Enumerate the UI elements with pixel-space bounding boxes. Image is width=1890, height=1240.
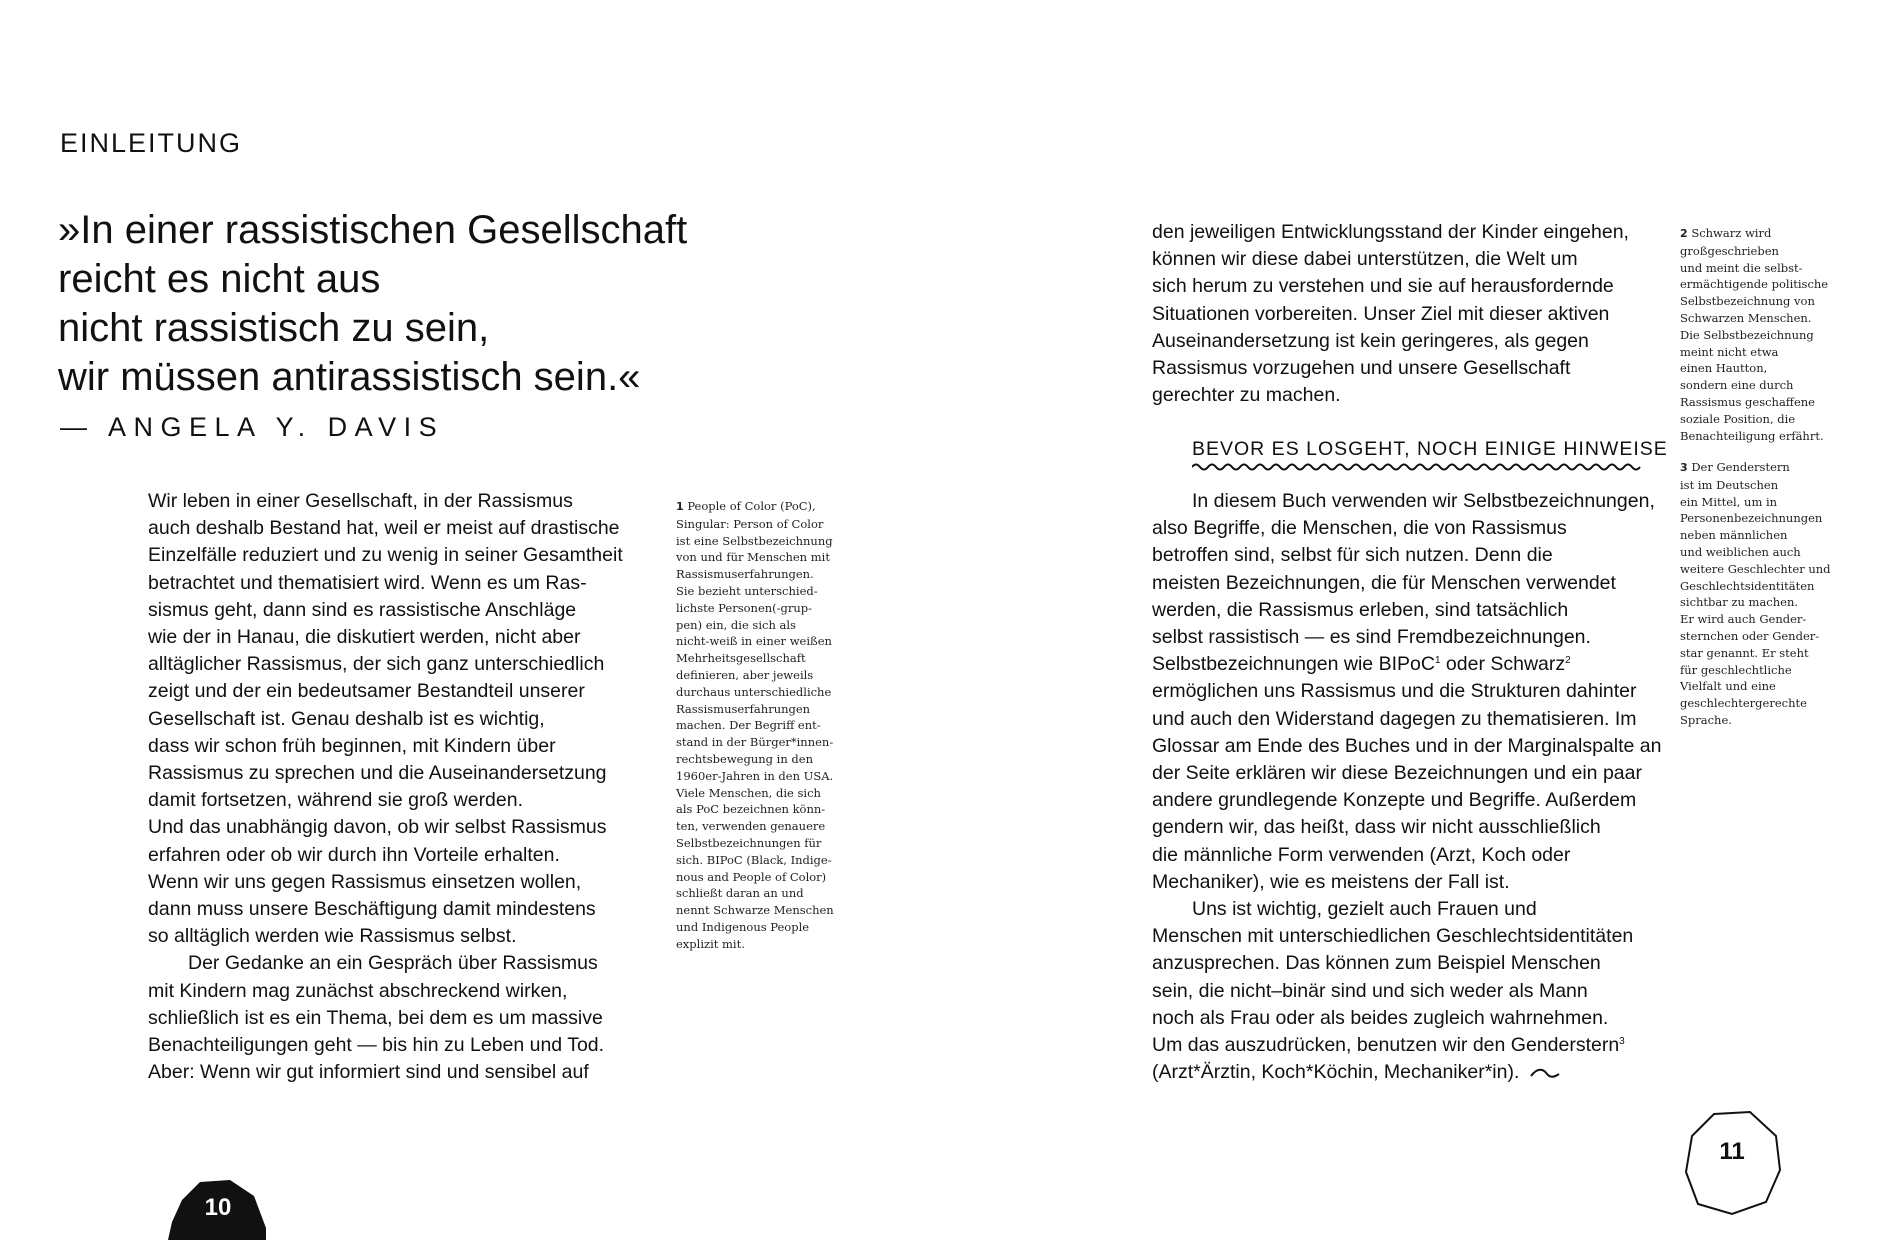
text-line: der Seite erklären wir diese Bezeichnungen und ein paar [1152, 762, 1642, 785]
text-line: Rassismus zu sprechen und die Auseinandersetzung [148, 762, 607, 785]
text-line: Einzelfälle reduziert und zu wenig in seiner Gesamtheit [148, 544, 623, 567]
note-line: Er wird auch Gender- [1680, 612, 1807, 627]
text-line: gendern wir, das heißt, dass wir nicht ausschließlich [1152, 816, 1601, 839]
note-line: Geschlechtsidentitäten [1680, 578, 1815, 593]
note-line: Personenbezeichnungen [1680, 511, 1823, 526]
note-line: weitere Geschlechter und [1680, 561, 1831, 576]
note-line: sich. BIPoC (Black, Indige- [676, 852, 832, 867]
text-line: können wir diese dabei unterstützen, die Welt um [1152, 248, 1578, 271]
note-line: Rassismuserfahrungen [676, 701, 811, 716]
text-line: auch deshalb Bestand hat, weil er meist auf drastische [148, 517, 620, 540]
note-line: als PoC bezeichnen könn- [676, 802, 826, 817]
text-line: Gesellschaft ist. Genau deshalb ist es wichtig, [148, 707, 545, 730]
footnote-2 [1680, 225, 1860, 444]
note-line: Sprache. [1680, 712, 1732, 727]
note-line: nennt Schwarze Menschen [676, 903, 834, 918]
page-number-right: 11 [1719, 1138, 1745, 1165]
note-line: neben männlichen [1680, 528, 1788, 543]
text-line: mit Kindern mag zunächst abschreckend wirken, [148, 979, 568, 1002]
text-line: Aber: Wenn wir gut informiert sind und sensibel auf [148, 1061, 589, 1084]
text-line: die männliche Form verwenden (Arzt, Koch oder [1152, 843, 1571, 866]
note-line: meint nicht etwa [1680, 344, 1779, 359]
footnote-number: 2 [1680, 227, 1688, 240]
note-line: und Indigenous People [676, 919, 810, 934]
text-line: und auch den Widerstand dagegen zu thematisieren. Im [1152, 707, 1637, 730]
right-body-text [1152, 488, 1672, 1086]
text-line [1152, 1059, 1672, 1086]
footnote-3 [1680, 459, 1860, 729]
text-line: so alltäglich werden wie Rassismus selbst. [148, 925, 517, 948]
text-line: Uns ist wichtig, gezielt auch Frauen und [1192, 898, 1537, 921]
note-line: durchaus unterschiedliche [676, 684, 832, 699]
text-line: Menschen mit unterschiedlichen Geschlechtsidentitäten [1152, 925, 1634, 948]
text-span: (Arzt*Ärztin, Koch*Köchin, Mechaniker*in). [1152, 1061, 1520, 1084]
note-line: ein Mittel, um in [1680, 494, 1778, 509]
text-line: betrachtet und thematisiert wird. Wenn es um Ras- [148, 571, 587, 594]
note-text: Der Genderstern [1691, 460, 1790, 474]
text-line: betroffen sind, selbst für sich nutzen. Denn die [1152, 544, 1553, 567]
note-line: Selbstbezeichnung von [1680, 294, 1815, 309]
note-line: machen. Der Begriff ent- [676, 718, 821, 733]
text-line: schließlich ist es ein Thema, bei dem es um massive [148, 1006, 603, 1029]
note-line: Mehrheitsgesellschaft [676, 651, 806, 666]
text-line: erfahren oder ob wir durch ihn Vorteile erhalten. [148, 843, 560, 866]
note-line: nicht-weiß in einer weißen [676, 634, 832, 649]
note-line: sichtbar zu machen. [1680, 595, 1799, 610]
text-line: wie der in Hanau, die diskutiert werden, nicht aber [148, 626, 581, 649]
note-line: Benachteiligung erfährt. [1680, 428, 1824, 443]
quote-line: reicht es nicht aus [58, 257, 381, 301]
note-line: sondern eine durch [1680, 378, 1794, 393]
note-line: Schwarzen Menschen. [1680, 310, 1812, 325]
note-line [676, 498, 836, 516]
quote-line: wir müssen antirassistisch sein.« [58, 355, 641, 399]
text-line: In diesem Buch verwenden wir Selbstbezeichnungen, [1192, 490, 1655, 512]
text-line: selbst rassistisch — es sind Fremdbezeichnungen. [1152, 626, 1591, 649]
note-line: von und für Menschen mit [676, 550, 830, 565]
text-line: ermöglichen uns Rassismus und die Strukturen dahinter [1152, 680, 1637, 703]
note-line: ist eine Selbstbezeichnung [676, 533, 833, 548]
note-line [1680, 459, 1860, 477]
text-line: den jeweiligen Entwicklungsstand der Kinder eingehen, [1152, 221, 1629, 243]
text-line: Wir leben in einer Gesellschaft, in der Rassismus [148, 490, 573, 512]
wavy-underline [1192, 460, 1642, 474]
note-line: einen Hautton, [1680, 361, 1768, 376]
note-line: sternchen oder Gender- [1680, 628, 1820, 643]
text-span: Selbstbezeichnungen wie BIPoC [1152, 653, 1435, 676]
note-line: großgeschrieben [1680, 243, 1779, 258]
text-line: Wenn wir uns gegen Rassismus einsetzen wollen, [148, 870, 582, 893]
text-line: andere grundlegende Konzepte und Begriffe. Außerdem [1152, 789, 1637, 812]
note-line: 1960er-Jahren in den USA. [676, 768, 834, 783]
note-line: pen) ein, die sich als [676, 617, 796, 632]
footnote-ref-3[interactable]: 3 [1619, 1036, 1625, 1048]
text-line: Benachteiligungen geht — bis hin zu Leben und Tod. [148, 1034, 605, 1057]
note-line: Rassismuserfahrungen. [676, 567, 814, 582]
footnote-number: 1 [676, 500, 684, 513]
text-line: damit fortsetzen, während sie groß werden. [148, 789, 524, 812]
text-span: oder Schwarz [1440, 653, 1566, 676]
text-line: Der Gedanke an ein Gespräch über Rassismus [188, 952, 598, 975]
note-line: soziale Position, die [1680, 411, 1796, 426]
squiggle-end-mark [1529, 1066, 1561, 1080]
text-line [1152, 651, 1672, 678]
text-line: Und das unabhängig davon, ob wir selbst Rassismus [148, 816, 607, 839]
note-line: und meint die selbst- [1680, 260, 1803, 275]
text-line: noch als Frau oder als beides zugleich wahrnehmen. [1152, 1006, 1609, 1029]
footnote-ref-1[interactable]: 1 [1434, 655, 1441, 667]
text-line: meisten Bezeichnungen, die für Menschen verwendet [1152, 571, 1616, 594]
note-line: und weiblichen auch [1680, 544, 1801, 559]
text-line: also Begriffe, die Menschen, die von Rassismus [1152, 517, 1567, 540]
text-line: zeigt und der ein bedeutsamer Bestandteil unserer [148, 680, 585, 703]
note-line: Vielfalt und eine [1680, 679, 1776, 694]
note-line: nous and People of Color) [676, 869, 827, 884]
left-body-text [148, 488, 648, 1086]
quote-author: — ANGELA Y. DAVIS [60, 412, 445, 442]
footnote-number: 3 [1680, 461, 1688, 474]
section-label: EINLEITUNG [60, 128, 243, 158]
note-text: People of Color (PoC), [687, 499, 816, 513]
text-line [1152, 1032, 1672, 1059]
note-line: Sie bezieht unterschied- [676, 583, 818, 598]
note-line: Viele Menschen, die sich [676, 785, 821, 800]
note-line: definieren, aber jeweils [676, 667, 814, 682]
right-body-text-top [1152, 219, 1672, 409]
quote-line: »In einer rassistischen Gesellschaft [58, 208, 688, 252]
text-line: Glossar am Ende des Buches und in der Marginalspalte an [1152, 734, 1662, 757]
footnote-ref-2[interactable]: 2 [1565, 655, 1571, 667]
note-line: ten, verwenden genauere [676, 819, 826, 834]
note-line: Singular: Person of Color [676, 516, 824, 531]
text-line: sismus geht, dann sind es rassistische Anschläge [148, 598, 577, 621]
note-text: Schwarz wird [1691, 226, 1772, 240]
text-line: Mechaniker), wie es meistens der Fall ist. [1152, 870, 1510, 893]
note-line: Selbstbezeichnungen für [676, 835, 822, 850]
footnote-1 [676, 498, 836, 953]
text-line: dann muss unsere Beschäftigung damit mindestens [148, 898, 596, 921]
note-line: geschlechtergerechte [1680, 696, 1807, 711]
subheading: BEVOR ES LOSGEHT, NOCH EINIGE HINWEISE [1192, 438, 1668, 460]
note-line: lichste Personen(-grup- [676, 600, 813, 615]
note-line: Die Selbstbezeichnung [1680, 327, 1814, 342]
text-line: Rassismus vorzugehen und unsere Gesellschaft [1152, 357, 1571, 380]
text-line: dass wir schon früh beginnen, mit Kindern über [148, 734, 556, 757]
quote-line: nicht rassistisch zu sein, [58, 306, 490, 350]
text-line: sein, die nicht–binär sind und sich weder als Mann [1152, 979, 1588, 1002]
text-line: sich herum zu verstehen und sie auf herausfordernde [1152, 275, 1614, 298]
note-line: star genannt. Er steht [1680, 645, 1809, 660]
note-line: ermächtigende politische [1680, 277, 1829, 292]
note-line: rechtsbewegung in den [676, 751, 813, 766]
page-number-left: 10 [204, 1194, 232, 1221]
text-line: werden, die Rassismus erleben, sind tatsächlich [1152, 598, 1569, 621]
text-line: Situationen vorbereiten. Unser Ziel mit dieser aktiven [1152, 302, 1610, 325]
note-line: schließt daran an und [676, 886, 804, 901]
text-line: gerechter zu machen. [1152, 384, 1341, 407]
note-line: für geschlechtliche [1680, 662, 1792, 677]
text-span: Um das auszudrücken, benutzen wir den Genderstern [1152, 1034, 1620, 1057]
note-line [1680, 225, 1860, 243]
text-line: anzusprechen. Das können zum Beispiel Menschen [1152, 952, 1601, 975]
text-line: alltäglicher Rassismus, der sich ganz unterschiedlich [148, 653, 605, 676]
note-line: ist im Deutschen [1680, 477, 1779, 492]
note-line: stand in der Bürger*innen- [676, 735, 834, 750]
note-line: explizit mit. [676, 936, 745, 951]
note-line: Rassismus geschaffene [1680, 394, 1815, 409]
text-line: Auseinandersetzung ist kein geringeres, als gegen [1152, 329, 1589, 352]
epigraph-quote [58, 206, 958, 402]
